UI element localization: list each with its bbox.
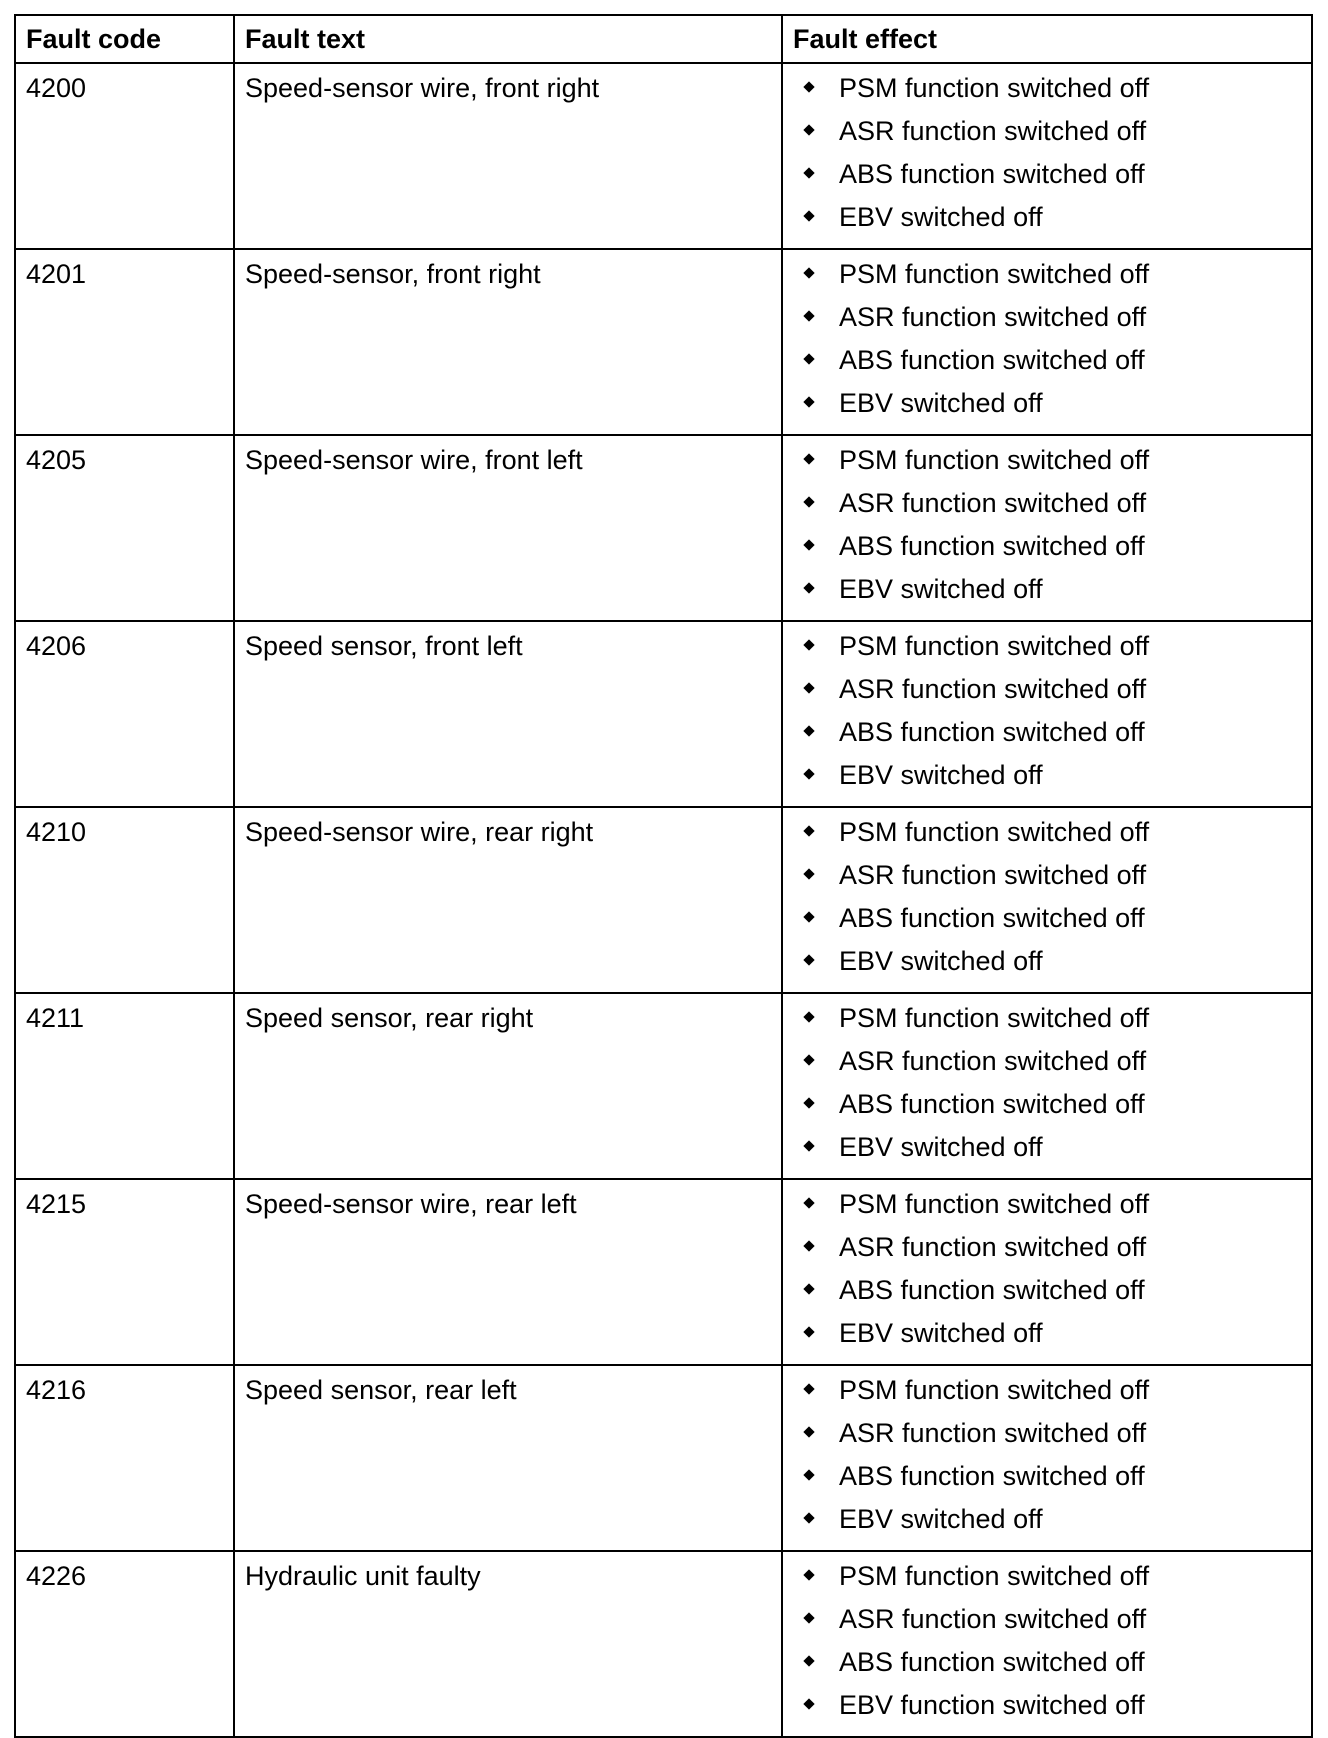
fault-effect-item	[793, 816, 1301, 859]
diamond-bullet-icon	[803, 582, 814, 593]
fault-effect-label: EBV switched off	[839, 1318, 1043, 1348]
diamond-bullet-icon	[803, 1383, 814, 1394]
fault-code-table	[14, 14, 1313, 1738]
fault-code-cell: 4206	[15, 621, 234, 807]
fault-text-cell: Speed-sensor wire, rear right	[234, 807, 782, 993]
fault-text-cell: Speed-sensor wire, front right	[234, 63, 782, 249]
fault-effect-item	[793, 258, 1301, 301]
fault-effect-label: ASR function switched off	[839, 1232, 1147, 1262]
fault-effect-item	[793, 1188, 1301, 1231]
diamond-bullet-icon	[803, 725, 814, 736]
table-row	[15, 1179, 1312, 1365]
fault-effect-label: PSM function switched off	[839, 1561, 1150, 1591]
diamond-bullet-icon	[803, 453, 814, 464]
fault-effect-cell	[782, 1551, 1312, 1737]
fault-effect-list	[793, 1188, 1301, 1360]
fault-text-cell: Speed-sensor wire, front left	[234, 435, 782, 621]
table-row	[15, 1365, 1312, 1551]
fault-effect-item	[793, 1689, 1301, 1732]
fault-effect-item	[793, 344, 1301, 387]
fault-effect-item	[793, 201, 1301, 244]
diamond-bullet-icon	[803, 1011, 814, 1022]
fault-effect-cell	[782, 63, 1312, 249]
fault-effect-label: EBV switched off	[839, 202, 1043, 232]
fault-effect-label: PSM function switched off	[839, 445, 1150, 475]
table-row	[15, 993, 1312, 1179]
fault-effect-item	[793, 1045, 1301, 1088]
diamond-bullet-icon	[803, 1240, 814, 1251]
header-fault-effect: Fault effect	[782, 15, 1312, 63]
fault-effect-label: EBV switched off	[839, 1132, 1043, 1162]
fault-effect-cell	[782, 249, 1312, 435]
fault-effect-label: EBV function switched off	[839, 1690, 1145, 1720]
fault-text-cell: Speed sensor, front left	[234, 621, 782, 807]
fault-effect-label: EBV switched off	[839, 574, 1043, 604]
fault-effect-label: PSM function switched off	[839, 1003, 1150, 1033]
fault-code-cell: 4205	[15, 435, 234, 621]
fault-effect-list	[793, 630, 1301, 802]
fault-effect-cell	[782, 621, 1312, 807]
fault-code-cell: 4215	[15, 1179, 234, 1365]
diamond-bullet-icon	[803, 1283, 814, 1294]
fault-code-cell: 4200	[15, 63, 234, 249]
fault-effect-item	[793, 158, 1301, 201]
fault-effect-label: EBV switched off	[839, 1504, 1043, 1534]
diamond-bullet-icon	[803, 1698, 814, 1709]
fault-effect-item	[793, 1231, 1301, 1274]
table-row	[15, 621, 1312, 807]
header-fault-text: Fault text	[234, 15, 782, 63]
fault-effect-item	[793, 487, 1301, 530]
fault-effect-label: PSM function switched off	[839, 259, 1150, 289]
fault-effect-item	[793, 1603, 1301, 1646]
table-row	[15, 1551, 1312, 1737]
fault-effect-item	[793, 301, 1301, 344]
fault-effect-label: ABS function switched off	[839, 1647, 1145, 1677]
fault-effect-label: EBV switched off	[839, 946, 1043, 976]
fault-effect-label: ASR function switched off	[839, 1418, 1147, 1448]
fault-code-cell: 4216	[15, 1365, 234, 1551]
fault-effect-cell	[782, 435, 1312, 621]
fault-effect-label: ASR function switched off	[839, 1046, 1147, 1076]
fault-effect-label: ABS function switched off	[839, 1089, 1145, 1119]
fault-effect-label: ABS function switched off	[839, 1461, 1145, 1491]
fault-effect-list	[793, 1560, 1301, 1732]
fault-effect-item	[793, 1131, 1301, 1174]
fault-effect-item	[793, 444, 1301, 487]
table-row	[15, 435, 1312, 621]
diamond-bullet-icon	[803, 310, 814, 321]
fault-effect-item	[793, 1503, 1301, 1546]
diamond-bullet-icon	[803, 911, 814, 922]
diamond-bullet-icon	[803, 1612, 814, 1623]
fault-effect-item	[793, 115, 1301, 158]
fault-effect-label: ABS function switched off	[839, 903, 1145, 933]
diamond-bullet-icon	[803, 1469, 814, 1480]
fault-effect-list	[793, 1374, 1301, 1546]
header-fault-code: Fault code	[15, 15, 234, 63]
fault-effect-label: ABS function switched off	[839, 531, 1145, 561]
fault-effect-label: ABS function switched off	[839, 717, 1145, 747]
fault-effect-label: PSM function switched off	[839, 73, 1150, 103]
fault-effect-item	[793, 1274, 1301, 1317]
table-body	[15, 63, 1312, 1737]
table-row	[15, 249, 1312, 435]
fault-effect-cell	[782, 1365, 1312, 1551]
fault-effect-item	[793, 945, 1301, 988]
fault-effect-item	[793, 759, 1301, 802]
fault-effect-item	[793, 716, 1301, 759]
diamond-bullet-icon	[803, 1054, 814, 1065]
fault-effect-label: EBV switched off	[839, 760, 1043, 790]
fault-text-cell: Hydraulic unit faulty	[234, 1551, 782, 1737]
diamond-bullet-icon	[803, 1512, 814, 1523]
fault-effect-label: ABS function switched off	[839, 159, 1145, 189]
fault-effect-label: PSM function switched off	[839, 817, 1150, 847]
fault-effect-item	[793, 72, 1301, 115]
fault-effect-label: EBV switched off	[839, 388, 1043, 418]
fault-text-cell: Speed sensor, rear right	[234, 993, 782, 1179]
fault-code-cell: 4226	[15, 1551, 234, 1737]
diamond-bullet-icon	[803, 1655, 814, 1666]
fault-code-cell: 4201	[15, 249, 234, 435]
fault-effect-list	[793, 444, 1301, 616]
fault-effect-label: ASR function switched off	[839, 116, 1147, 146]
table-row	[15, 63, 1312, 249]
fault-effect-label: ABS function switched off	[839, 345, 1145, 375]
fault-effect-item	[793, 859, 1301, 902]
fault-effect-item	[793, 1417, 1301, 1460]
fault-text-cell: Speed-sensor, front right	[234, 249, 782, 435]
diamond-bullet-icon	[803, 1569, 814, 1580]
fault-code-cell: 4210	[15, 807, 234, 993]
fault-effect-item	[793, 1088, 1301, 1131]
fault-effect-label: ASR function switched off	[839, 302, 1147, 332]
diamond-bullet-icon	[803, 124, 814, 135]
fault-effect-cell	[782, 993, 1312, 1179]
fault-effect-cell	[782, 807, 1312, 993]
table-header	[15, 15, 1312, 63]
diamond-bullet-icon	[803, 167, 814, 178]
fault-effect-label: PSM function switched off	[839, 631, 1150, 661]
diamond-bullet-icon	[803, 267, 814, 278]
fault-effect-item	[793, 573, 1301, 616]
fault-effect-item	[793, 1317, 1301, 1360]
fault-effect-item	[793, 1646, 1301, 1689]
fault-effect-list	[793, 72, 1301, 244]
fault-effect-item	[793, 630, 1301, 673]
fault-effect-item	[793, 1560, 1301, 1603]
diamond-bullet-icon	[803, 396, 814, 407]
diamond-bullet-icon	[803, 210, 814, 221]
fault-effect-item	[793, 387, 1301, 430]
diamond-bullet-icon	[803, 868, 814, 879]
diamond-bullet-icon	[803, 825, 814, 836]
fault-effect-label: PSM function switched off	[839, 1189, 1150, 1219]
fault-code-cell: 4211	[15, 993, 234, 1179]
fault-effect-item	[793, 1374, 1301, 1417]
diamond-bullet-icon	[803, 1197, 814, 1208]
fault-effect-label: PSM function switched off	[839, 1375, 1150, 1405]
fault-text-cell: Speed-sensor wire, rear left	[234, 1179, 782, 1365]
header-row	[15, 15, 1312, 63]
diamond-bullet-icon	[803, 496, 814, 507]
fault-effect-item	[793, 673, 1301, 716]
fault-effect-cell	[782, 1179, 1312, 1365]
diamond-bullet-icon	[803, 768, 814, 779]
diamond-bullet-icon	[803, 353, 814, 364]
fault-effect-item	[793, 1002, 1301, 1045]
diamond-bullet-icon	[803, 954, 814, 965]
fault-effect-label: ASR function switched off	[839, 488, 1147, 518]
fault-effect-list	[793, 816, 1301, 988]
diamond-bullet-icon	[803, 1326, 814, 1337]
fault-effect-list	[793, 1002, 1301, 1174]
fault-effect-label: ASR function switched off	[839, 1604, 1147, 1634]
fault-effect-item	[793, 1460, 1301, 1503]
diamond-bullet-icon	[803, 1140, 814, 1151]
fault-effect-list	[793, 258, 1301, 430]
diamond-bullet-icon	[803, 1426, 814, 1437]
fault-effect-label: ASR function switched off	[839, 674, 1147, 704]
fault-effect-label: ABS function switched off	[839, 1275, 1145, 1305]
fault-effect-item	[793, 530, 1301, 573]
fault-effect-label: ASR function switched off	[839, 860, 1147, 890]
diamond-bullet-icon	[803, 1097, 814, 1108]
diamond-bullet-icon	[803, 539, 814, 550]
diamond-bullet-icon	[803, 639, 814, 650]
diamond-bullet-icon	[803, 81, 814, 92]
diamond-bullet-icon	[803, 682, 814, 693]
table-row	[15, 807, 1312, 993]
fault-text-cell: Speed sensor, rear left	[234, 1365, 782, 1551]
fault-effect-item	[793, 902, 1301, 945]
